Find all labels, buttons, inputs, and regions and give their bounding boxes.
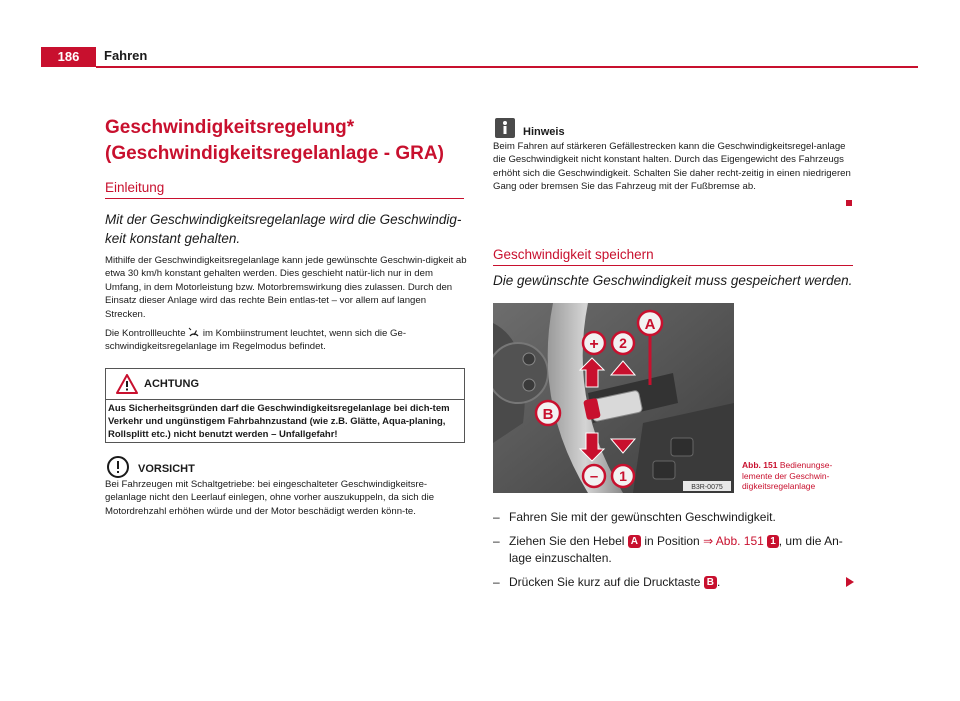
step-3-part-a: Drücken Sie kurz auf die Drucktaste <box>509 575 701 589</box>
step-1-text: Fahren Sie mit der gewünschten Geschwindigkeit. <box>509 510 776 524</box>
step-dash: – <box>493 534 500 548</box>
callout-b: B <box>542 406 554 423</box>
callout-a: A <box>644 316 656 333</box>
warning-text: Aus Sicherheitsgründen darf die Geschwindigkeitsregelanlage bei dich-tem Verkehr und ungünstigem Fahrbahnzustand (wie z.B. Glätte, Aqua-planing, Rollsplitt etc.) nicht benutzt werden – Unfallgefahr! <box>108 403 450 440</box>
callout-1: 1 <box>619 468 627 484</box>
continue-arrow-icon <box>846 577 854 587</box>
badge-a: A <box>628 535 641 548</box>
page-title-line1: Geschwindigkeitsregelung* <box>105 117 355 138</box>
callout-plus: + <box>589 336 599 353</box>
step-2-part-b: in Position <box>644 534 700 548</box>
warning-header <box>106 369 464 400</box>
warning-box <box>105 368 465 443</box>
section-heading-speichern: Geschwindigkeit speichern <box>493 247 654 262</box>
callout-minus: – <box>589 468 599 485</box>
note-text: Beim Fahren auf stärkeren Gefällestrecken kann die Geschwindigkeitsregel-anlage die Geschwindigkeit nicht konstant halten. Durch das Eigengewicht des Fahrzeugs erhöht sich die Geschwindigkeit. Schalten Sie daher recht-zeitig in einen niedrigeren Gang oder bremsen Sie das Fahrzeug mit der Fußbremse ab. <box>493 141 851 193</box>
caution-title: VORSICHT <box>138 463 195 475</box>
paragraph-indicator-start: Die Kontrollleuchte <box>105 328 186 339</box>
header-title: Fahren <box>104 48 148 63</box>
step-3-text <box>509 574 720 591</box>
figure-code: B3R-0075 <box>691 484 723 491</box>
lever-illustration <box>493 303 734 493</box>
warning-triangle-icon <box>116 374 138 394</box>
paragraph-indicator-end: im Kombiinstrument leuchtet, wenn sich die Ge-schwindigkeitsregelanlage im Regelmodus befindet. <box>105 328 407 353</box>
page-title <box>105 115 465 167</box>
step-2-part-c: , um die An-lage einzuschalten. <box>509 534 843 565</box>
badge-1: 1 <box>767 535 779 548</box>
info-note-icon <box>494 117 516 139</box>
figure-reference-link[interactable]: ⇒ Abb. 151 <box>703 534 764 548</box>
end-marker <box>846 200 852 206</box>
figure-caption <box>742 460 862 492</box>
figure-caption-text: Bedienungse-lemente der Geschwin-digkeitsregelanlage <box>742 460 833 491</box>
header-rule <box>96 66 918 68</box>
section-rule <box>105 198 464 199</box>
page-number: 186 <box>41 47 96 67</box>
section-lead: Die gewünschte Geschwindigkeit muss gespeichert werden. <box>493 273 853 288</box>
step-dash: – <box>493 510 500 524</box>
step-dash: – <box>493 575 500 589</box>
cruise-control-icon <box>188 327 200 337</box>
section-rule-right <box>493 265 853 266</box>
note-title: Hinweis <box>523 126 565 138</box>
caution-text: Bei Fahrzeugen mit Schaltgetriebe: bei eingeschalteter Geschwindigkeitsre-gelanlage nicht den Leerlauf einlegen, ohne vorher auszukuppeln, da sich die Motordrehzahl erhöhen würde und der Motor beschädigt werden könn-te. <box>105 479 435 517</box>
warning-title: ACHTUNG <box>144 378 199 390</box>
page-title-line2: (Geschwindigkeitsregelanlage - GRA) <box>105 143 444 164</box>
paragraph-intro: Mithilfe der Geschwindigkeitsregelanlage kann jede gewünschte Geschwin-digkeit ab etwa 30 km/h konstant gehalten werden. Dies geschieht natür-lich nur in dem Umfang, in dem Motorleistung bzw. Motorbremswirkung dies zulassen. Durch den Einsatz dieser Anlage wird das rechte Bein entlas-tet – vor allem auf langen Strecken. <box>105 255 467 320</box>
section-heading-einleitung: Einleitung <box>105 180 165 195</box>
lead-text: Mit der Geschwindigkeitsregelanlage wird die Geschwindig-keit konstant gehalten. <box>105 212 462 246</box>
figure-caption-number: Abb. 151 <box>742 460 778 470</box>
step-3-part-b: . <box>717 575 721 589</box>
badge-b: B <box>704 576 717 589</box>
callout-2: 2 <box>619 335 627 351</box>
paragraph-indicator <box>105 327 467 354</box>
step-2 <box>493 533 855 567</box>
figure-cruise-control-lever <box>493 303 734 493</box>
caution-icon <box>106 455 130 479</box>
step-2-part-a: Ziehen Sie den Hebel <box>509 534 625 548</box>
step-2-text <box>509 533 855 567</box>
